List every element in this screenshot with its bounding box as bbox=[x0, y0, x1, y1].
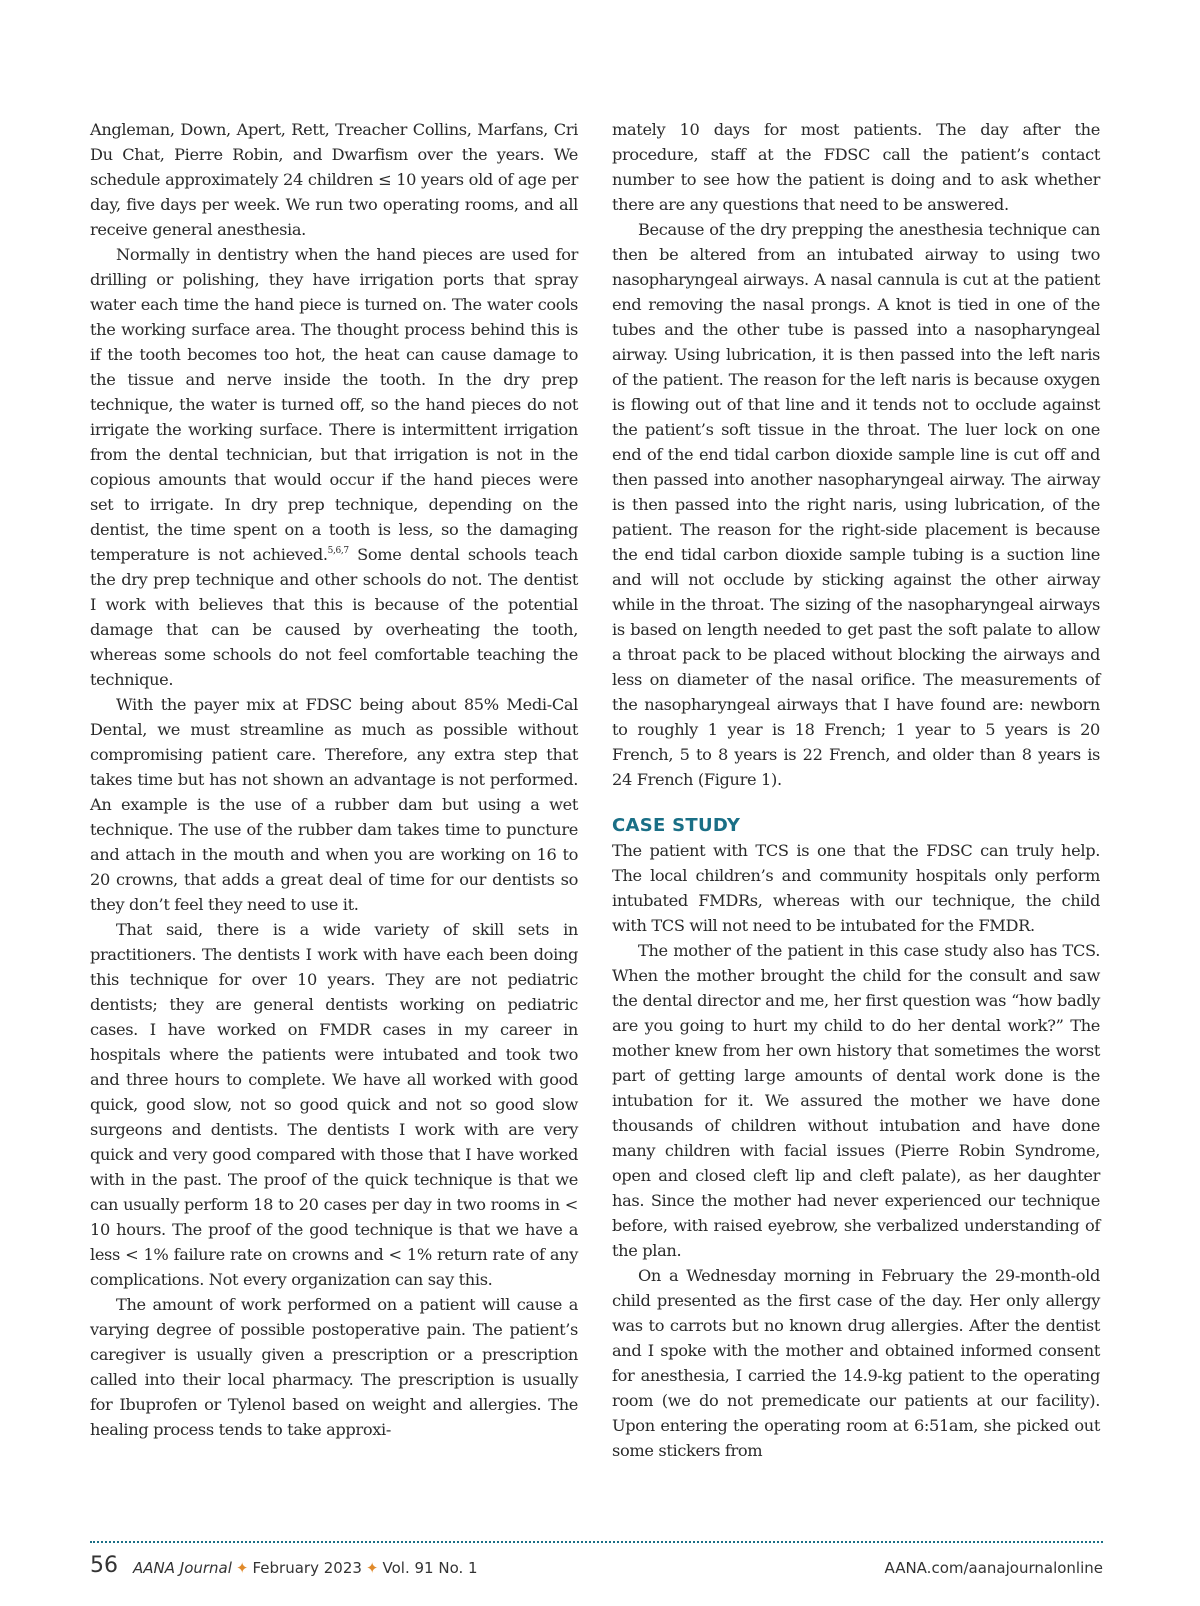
separator-icon: ✦ bbox=[365, 1559, 379, 1577]
journal-name: AANA Journal bbox=[133, 1559, 232, 1577]
right-column bbox=[612, 117, 1100, 1463]
paragraph: Angleman, Down, Apert, Rett, Treacher Collins, Marfans, Cri Du Chat, Pierre Robin, and Dwarfism over the years. We schedule approximately 24 children ≤ 10 years old of age per day, five days per week. We run two operating rooms, and all receive general anesthesia. bbox=[90, 120, 578, 239]
paragraph: Because of the dry prepping the anesthesia technique can then be altered from an intubated airway to using two nasopharyngeal airways. A nasal cannula is cut at the patient end removing the nasal prongs. A knot is tied in one of the tubes and the other tube is passed into a nasopharyngeal airway. Using lubrication, it is then passed into the left naris of the patient. The reason for the left naris is because oxygen is flowing out of that line and it tends not to occlude against the patient’s soft tissue in the throat. The luer lock on one end of the end tidal carbon dioxide sample line is cut off and then passed into another nasopharyngeal airway. The airway is then passed into the right naris, using lubrication, of the patient. The reason for the right-side placement is because the end tidal carbon dioxide sample tubing is a suction line and will not occlude by sticking against the other airway while in the throat. The sizing of the nasopharyngeal airways is based on length needed to get past the soft palate to allow a throat pack to be placed without blocking the airways and less on diameter of the nasal orifice. The measurements of the nasopharyngeal airways that I have found are: newborn to roughly 1 year is 18 French; 1 year to 5 years is 20 French, 5 to 8 years is 22 French, and older than 8 years is 24 French (Figure 1). bbox=[612, 220, 1100, 789]
paragraph bbox=[90, 242, 578, 692]
journal-website-link[interactable]: AANA.com/aanajournalonline bbox=[884, 1559, 1103, 1577]
separator-icon: ✦ bbox=[235, 1559, 249, 1577]
paragraph: The mother of the patient in this case study also has TCS. When the mother brought the child for the consult and saw the dental director and me, her first question was “how badly are you going to hurt my child to do her dental work?” The mother knew from her own history that sometimes the worst part of getting large amounts of dental work done is the intubation for it. We assured the mother we have done thousands of children without intubation and have done many children with facial issues (Pierre Robin Syndrome, open and closed cleft lip and cleft palate), as her daughter has. Since the mother had never experienced our technique before, with raised eyebrow, she verbalized understanding of the plan. bbox=[612, 941, 1100, 1260]
paragraph: The patient with TCS is one that the FDSC can truly help. The local children’s and community hospitals only perform intubated FMDRs, whereas with our technique, the child with TCS will not need to be intubated for the FMDR. bbox=[612, 841, 1100, 935]
issue-date: February 2023 bbox=[252, 1559, 362, 1577]
paragraph: With the payer mix at FDSC being about 85% Medi-Cal Dental, we must streamline as much as possible without compromising patient care. Therefore, any extra step that takes time but has not shown an advantage is not performed. An example is the use of a rubber dam but using a wet technique. The use of the rubber dam takes time to puncture and attach in the mouth and when you are working on 16 to 20 crowns, that adds a great deal of time for our dentists so they don’t feel they need to use it. bbox=[90, 695, 578, 914]
citation-superscript: 5,6,7 bbox=[327, 546, 349, 556]
issue-number: No. 1 bbox=[438, 1559, 478, 1577]
left-column bbox=[90, 117, 578, 1442]
paragraph-text: Normally in dentistry when the hand pieces are used for drilling or polishing, they have irrigation ports that spray water each time the hand piece is turned on. The water cools the working surface area. The thought process behind this is if the tooth becomes too hot, the heat can cause damage to the tissue and nerve inside the tooth. In the dry prep technique, the water is turned off, so the hand pieces do not irrigate the working surface. There is intermittent irrigation from the dental technician, but that irrigation is not in the copious amounts that would occur if the hand pieces were set to irrigate. In dry prep technique, depending on the dentist, the time spent on a tooth is less, so the damaging temperature is not achieved. bbox=[90, 245, 578, 564]
paragraph: The amount of work performed on a patient will cause a varying degree of possible postoperative pain. The patient’s caregiver is usually given a prescription or a prescription called into their local pharmacy. The prescription is usually for Ibuprofen or Tylenol based on weight and allergies. The healing process tends to take approxi- bbox=[90, 1295, 578, 1439]
footer-divider bbox=[90, 1541, 1103, 1543]
paragraph: mately 10 days for most patients. The day after the procedure, staff at the FDSC call the patient’s contact number to see how the patient is doing and to ask whether there are any questions that need to be answered. bbox=[612, 120, 1100, 214]
journal-citation bbox=[133, 1559, 478, 1577]
volume: Vol. 91 bbox=[382, 1559, 434, 1577]
paragraph-text: Some dental schools teach the dry prep technique and other schools do not. The dentist I work with believes that this is because of the potential damage that can be caused by overheating the tooth, whereas some schools do not feel comfortable teaching the technique. bbox=[90, 545, 578, 689]
section-heading: CASE STUDY bbox=[612, 815, 741, 836]
paragraph: That said, there is a wide variety of skill sets in practitioners. The dentists I work with have each been doing this technique for over 10 years. They are not pediatric dentists; they are general dentists working on pediatric cases. I have worked on FMDR cases in my career in hospitals where the patients were intubated and took two and three hours to complete. We have all worked with good quick, good slow, not so good quick and not so good slow surgeons and dentists. The dentists I work with are very quick and very good compared with those that I have worked with in the past. The proof of the quick technique is that we can usually perform 18 to 20 cases per day in two rooms in < 10 hours. The proof of the good technique is that we have a less < 1% failure rate on crowns and < 1% return rate of any complications. Not every organization can say this. bbox=[90, 920, 578, 1289]
page-footer bbox=[90, 1553, 1103, 1581]
paragraph: On a Wednesday morning in February the 29-month-old child presented as the first case of the day. Her only allergy was to carrots but no known drug allergies. After the dentist and I spoke with the mother and obtained informed consent for anesthesia, I carried the 14.9-kg patient to the operating room (we do not premedicate our patients at our facility). Upon entering the operating room at 6:51am, she picked out some stickers from bbox=[612, 1266, 1100, 1460]
page-number: 56 bbox=[90, 1553, 118, 1578]
